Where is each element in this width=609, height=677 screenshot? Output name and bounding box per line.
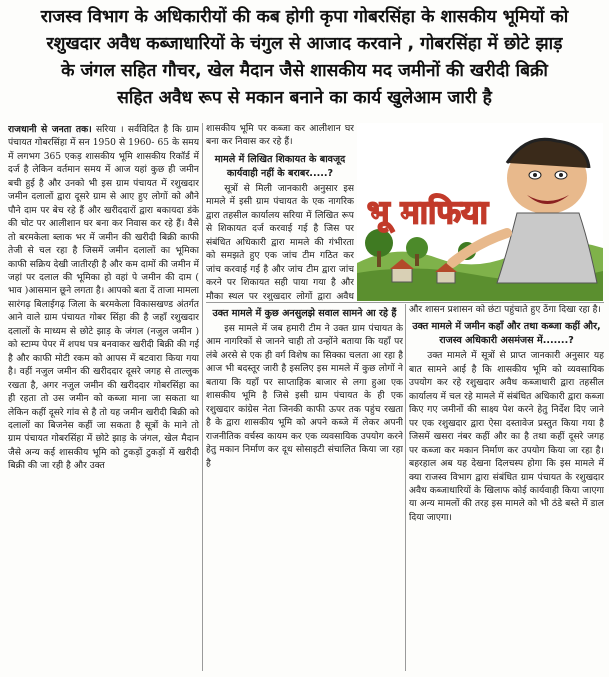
subheading: मामले में लिखित शिकायत के बावजूद कार्यवाही नहीं के बराबर.....? bbox=[214, 153, 346, 179]
column-divider bbox=[405, 304, 406, 671]
dateline: राजधानी से जनता तक। bbox=[8, 124, 92, 135]
headline-line: राजस्व विभाग के अधिकारीयों की कब होगी कृपा गोबरसिंहा के शासकीय भूमियों को bbox=[40, 7, 569, 27]
article-column-2-top bbox=[206, 123, 354, 301]
land-mafia-illustration bbox=[357, 123, 603, 301]
headline bbox=[6, 4, 603, 116]
article-column-3 bbox=[409, 304, 604, 671]
headline-line: के जंगल सहित गौचर, खेल मैदान जैसे शासकीय मद जमीनों की खरीदी बिक्री bbox=[61, 61, 548, 81]
subheading: उक्त मामले में कुछ अनसुलझे सवाल सामने आ रहे हैं bbox=[212, 308, 397, 319]
article-paragraph: और शासन प्रशासन को छंटा पहुंचाते हुए ठेंगा दिखा रहा है। bbox=[409, 305, 601, 315]
illustration-caption: भू माफिया bbox=[367, 193, 488, 231]
article-column-1 bbox=[8, 123, 199, 671]
illustration-bottom-rule bbox=[206, 302, 604, 303]
paragraph-text: सरिया । सर्वविदित है कि ग्राम पंचायत गोबरसिंहा में सन 1950 से 1960- 65 के समय में लगभग 365 एकड़ शासकीय भूमि शासकीय रिकॉर्ड में दर्ज है लेकिन वर्तमान समय में आज यहां कुछ ही जमीन बची हुई है और उनको भी इस ग्राम पंचायत में रशुखदार जमीन दलालों द्वारा दूसरे ग्राम से आए हुए लोगों को औने पौने दाम पर बेच रहे हैं और खरीददारों द्वारा बकायदा डंके की चोट पर आलीशान घर बना कर निवास कर रहे हैं। वैसे तो बरमकेला ब्लाक भर में जमीन की खरीदी बिक्री काफी तेजी से चल रहा है जिसमें जमीन दलालों का भूमिका काफी सक्रिय देखी जातीरही है और कम दामों की जमीन में जहां पर दलाल की भूमिका हो वहां पे जमीन की दाम ( भाव )आसमान छूने लगता है। आपको बता दें ताजा मामला सारंगढ़ बिलाईगढ़ जिला के बरमकेला विकासखण्ड अंतर्गत आने वाले ग्राम पंचायत गोबर सिंहा की है जहाँ रशुखदार दलालों के माध्यम से छोटे झाड़ के जंगल (नजुल जमीन ) को स्टाम्प पेपर में शपथ पत्र बनवाकर खरीदी बिक्री की गई है और काफी मोटी रकम को आपस में बटवारा किया गया है। वहीं नजुल जमीन की खरीददार दूसरे जगह से ताल्लुक रखता है, अगर नजुल जमीन की खरीददार गोबरसिंहा का ही रहता तो उस जमीन को कब्जा माना जा सकता था लेकिन कहीं दूसरे गांव से है तो यह जमीन खरीदी बिक्री को दलालों का बिजनेस कहीं जा सकता है सूत्रों के माने तो ग्राम पंचायत गोबरसिंहा में छोटे झाड़ के जंगल, खेल मैदान जैसे अन्य कई शासकीय भूमि को टुकड़ों टुकड़ों में खरीदी बिक्री की जा रही है और उक्त bbox=[8, 125, 199, 472]
article-paragraph: सूत्रों से मिली जानकारी अनुसार इस मामले में इसी ग्राम पंचायत के एक नागरिक द्वारा तहसील कार्यालय सरिया में लिखित रूप से शिकायत दर्ज करवाई गई है जिस पर संबंधित अधिकारी द्वारा मामले की गंभीरता को समझते हुए एक जांच टीम गठित कर जांच करवाई गई है और जांच टीम द्वारा जांच करने पर शिकायत सही पाया गया है और मौका स्थल पर रशुखदार लोगों द्वारा अवैध bbox=[206, 183, 354, 301]
article-paragraph: इस मामले में जब हमारी टीम ने उक्त ग्राम पंचायत के आम नागरिकों से जानने चाही तो उन्होंने बताया कि यहाँ पर लंबे अरसे से एक ही वर्ग विशेष का सिक्का चलता आ रहा है आज भी बदस्तूर जारी है इसलिए इस मामले में कुछ लोगों ने बताया कि यहाँ पर साप्ताहिक बाजार से लगा हुआ एक शासकीय भूमि है जिसे इसी ग्राम पंचायत के ही एक रशुखदार कांग्रेस नेता जिनकी काफी ऊपर तक पहुंच रखता है के द्वारा शासकीय भूमि को अपने कब्जे में लेकर अपनी राजनीतिक वर्चस्व कायम कर एक व्यवसायिक उपयोग करने हेतु मकान निर्माण कर दूध सोसाइटी संचालित किया जा रहा है bbox=[206, 324, 403, 469]
column-divider bbox=[202, 123, 203, 671]
subheading: उक्त मामले में जमीन कहाँ और तथा कब्जा कहीं और, राजस्व अधिकारी असमंजस में.......? bbox=[412, 321, 601, 347]
article-paragraph bbox=[8, 123, 199, 474]
article-column-2-bottom bbox=[206, 304, 403, 671]
headline-line: सहित अवैध रूप से मकान बनाने का कार्य खुलेआम जारी है bbox=[117, 88, 492, 108]
article-paragraph: शासकीय भूमि पर कब्जा कर आलीशान घर बना कर निवास कर रहे हैं। bbox=[206, 124, 354, 148]
article-paragraph: उक्त मामले में सूत्रों से प्राप्त जानकारी अनुसार यह बात सामने आई है कि शासकीय भूमि को व्यवसायिक उपयोग कर रहे रशुखदार अवैध कब्जाधारी द्वारा तहसील कार्यालय में चल रहे मामले में संबंधित अधिकारी द्वारा कब्जा किए गए जमीनों की साक्ष्य पेश करने हेतु निर्देश दिए जाने पर एक रशुखदार द्वारा ऐसा दस्तावेज प्रस्तुत किया गया है जिसमें खसरा नंबर कहीं और का है तथा कहीं दूसरे जगह पर कब्जा कर मकान निर्माण कर उपयोग किया जा रहा है। बहरहाल अब यह देखना दिलचस्प होगा कि इस मामले में क्या राजस्व विभाग द्वारा संबंधित ग्राम पंचायत के रशुखदार अवैध कब्जाधारियों के खिलाफ कोई कार्यवाही किया जाएगा या अन्य मामलों की तरह इस मामले को भी ठंडे बस्ते में डाल दिया जाएगा। bbox=[409, 351, 604, 523]
headline-line: रशुखदार अवैध कब्जाधारियों के चंगुल से आजाद करवाने , गोबरसिंहा में छोटे झाड़ bbox=[46, 34, 563, 54]
cartoon-image bbox=[357, 123, 603, 301]
